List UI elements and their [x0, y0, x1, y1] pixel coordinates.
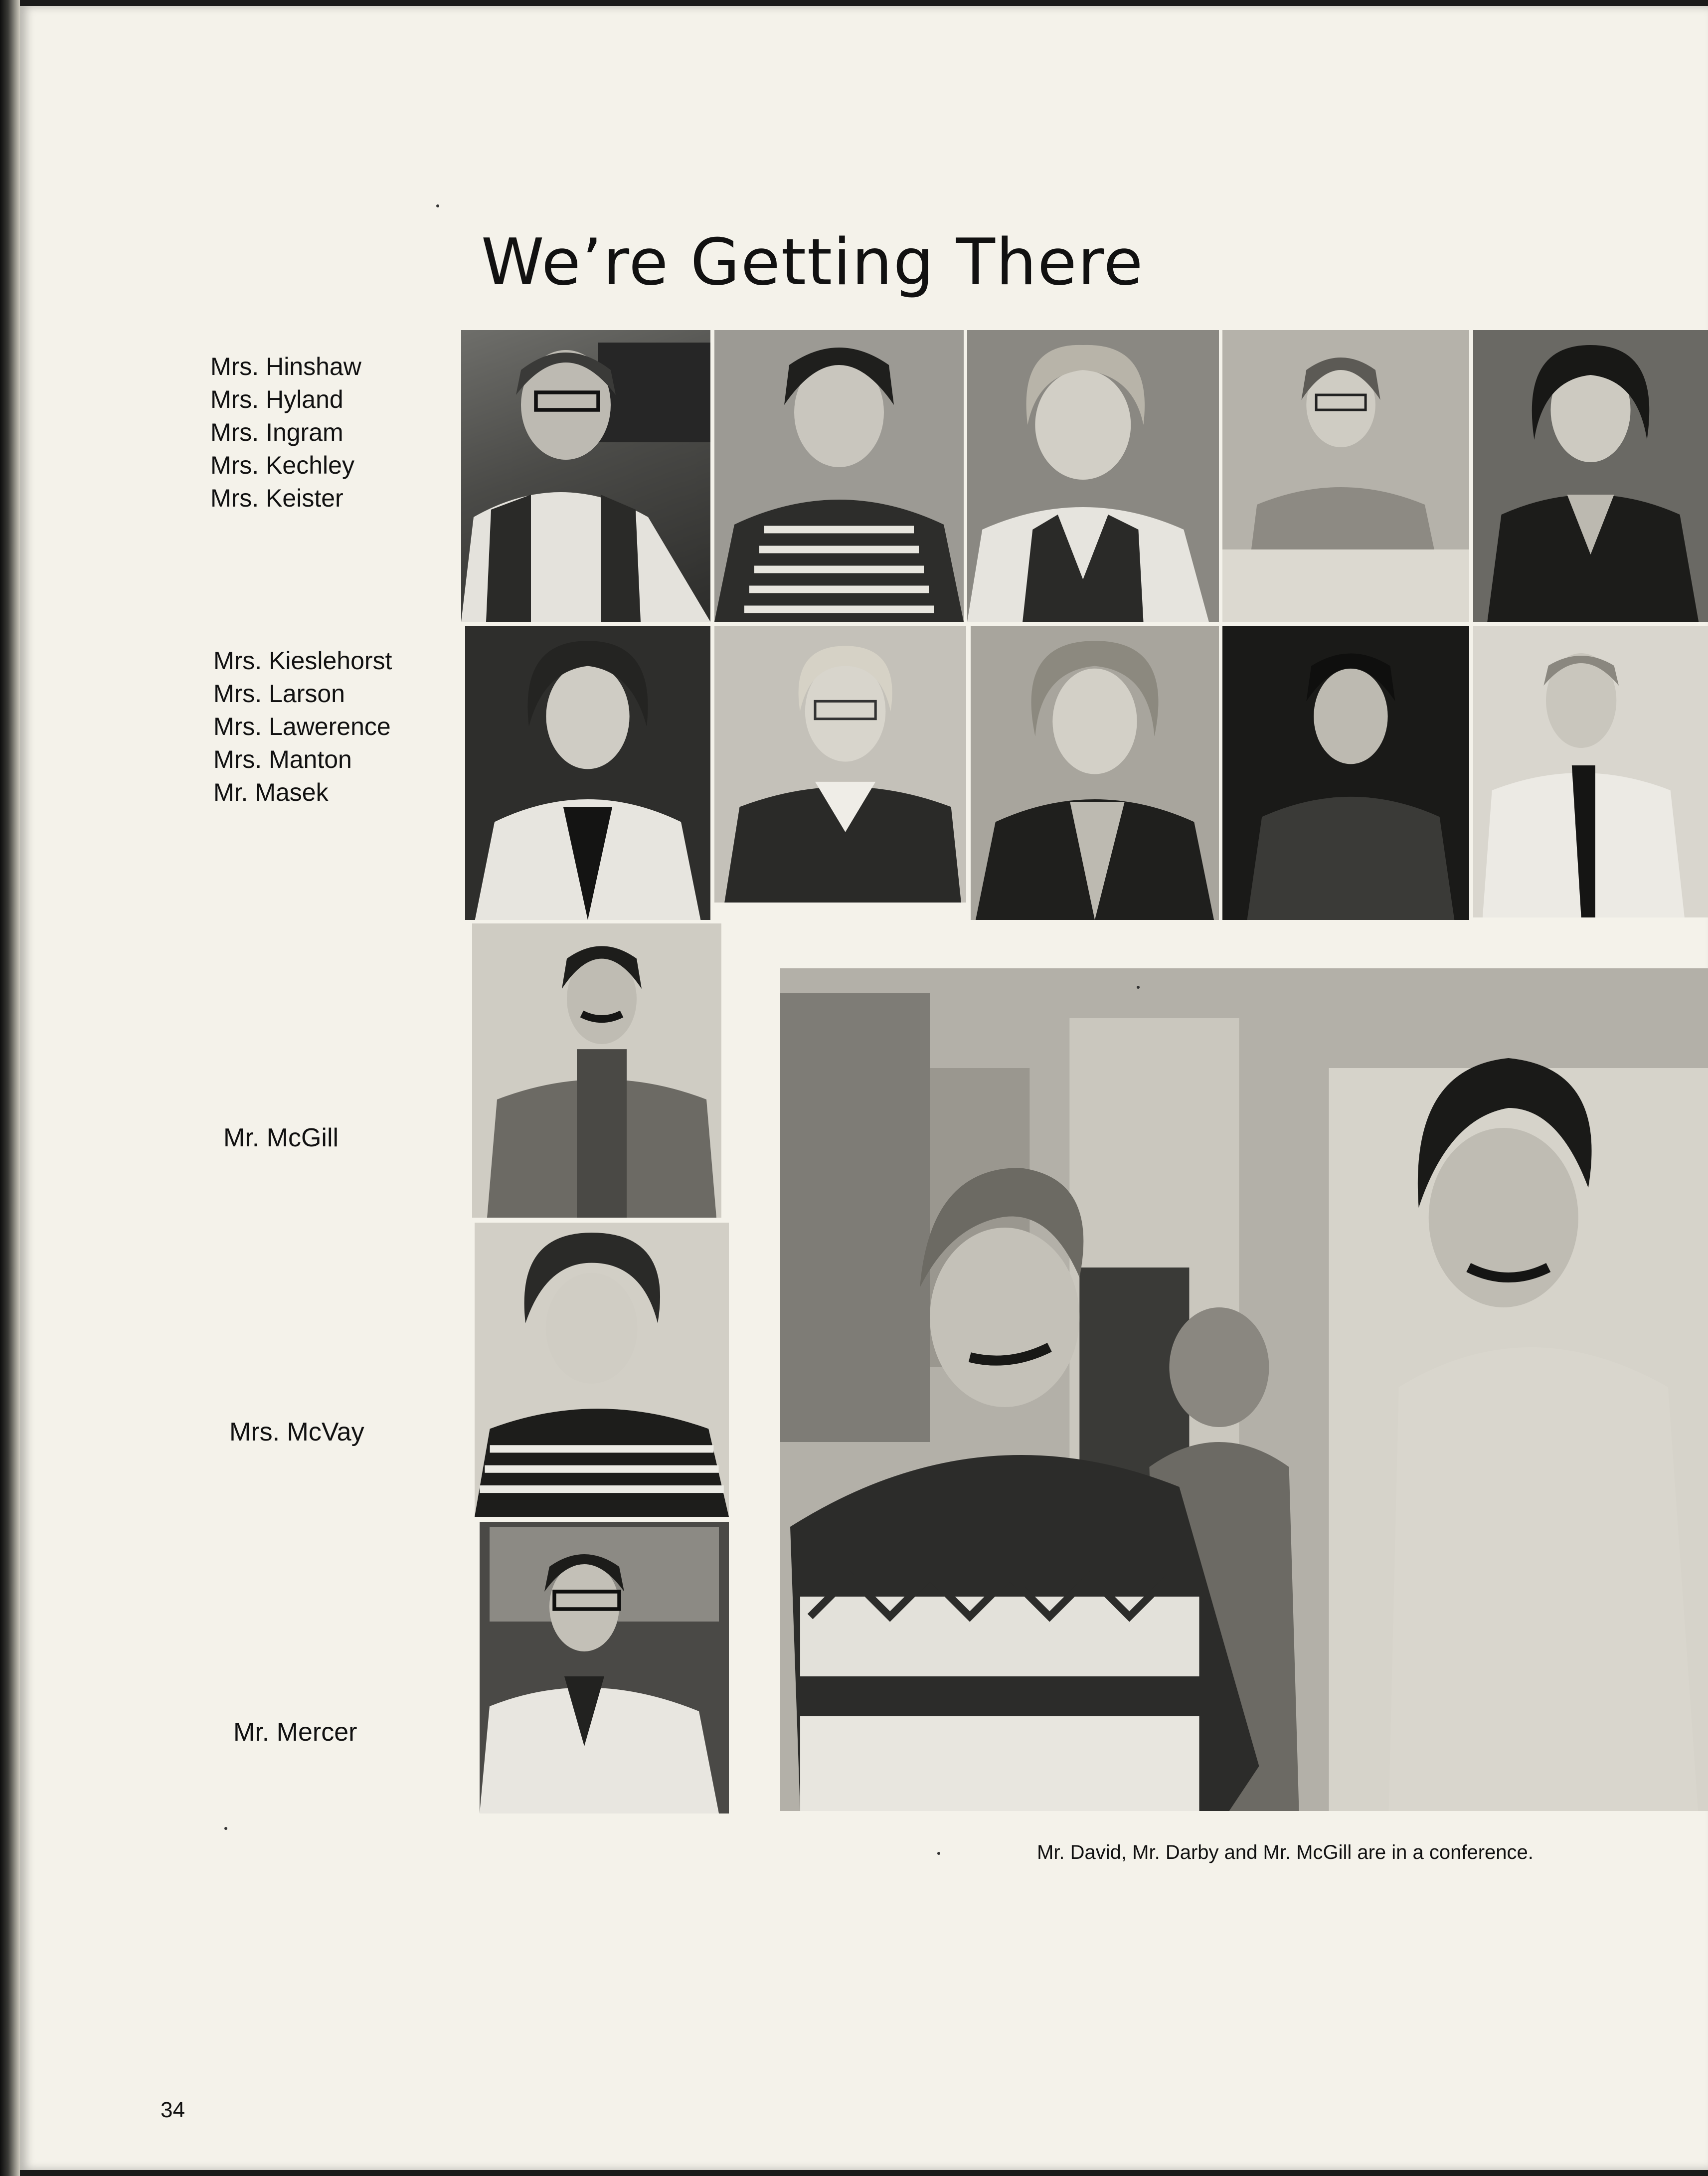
name-kechley: Mrs. Kechley — [210, 451, 354, 479]
portrait-kieslehorst — [465, 626, 710, 920]
name-mcgill: Mr. McGill — [223, 1123, 339, 1152]
print-speck — [1137, 986, 1140, 989]
name-masek: Mr. Masek — [213, 778, 329, 806]
book-spine — [0, 0, 20, 2176]
row2-name-list — [213, 644, 392, 809]
yearbook-page — [20, 6, 1708, 2170]
name-mercer: Mr. Mercer — [233, 1718, 357, 1747]
name-mcvay: Mrs. McVay — [229, 1418, 364, 1447]
name-ingram: Mrs. Ingram — [210, 418, 343, 446]
portrait-masek — [1473, 626, 1708, 917]
name-larson: Mrs. Larson — [213, 680, 345, 708]
portrait-ingram — [967, 330, 1219, 622]
print-speck — [436, 204, 439, 207]
name-manton: Mrs. Manton — [213, 745, 352, 773]
portrait-manton — [1222, 626, 1469, 920]
name-lawerence: Mrs. Lawerence — [213, 713, 391, 740]
portrait-kechley — [1222, 330, 1469, 622]
print-speck — [224, 1827, 227, 1830]
group-photo-conference — [780, 968, 1708, 1811]
page-title: We’re Getting There — [481, 225, 1144, 300]
print-speck — [937, 1852, 940, 1855]
name-kieslehorst: Mrs. Kieslehorst — [213, 647, 392, 675]
portrait-keister — [1473, 330, 1708, 622]
name-hinshaw: Mrs. Hinshaw — [210, 353, 361, 380]
portrait-mercer — [480, 1522, 729, 1813]
portrait-lawerence — [971, 626, 1219, 920]
portrait-hinshaw — [461, 330, 710, 622]
portrait-larson — [714, 626, 966, 903]
page-number: 34 — [161, 2098, 185, 2122]
name-hyland: Mrs. Hyland — [210, 385, 343, 413]
row1-name-list — [210, 350, 361, 515]
portrait-mcgill — [472, 923, 721, 1218]
portrait-hyland — [714, 330, 964, 622]
name-keister: Mrs. Keister — [210, 484, 343, 512]
portrait-mcvay — [475, 1223, 729, 1517]
photo-caption: Mr. David, Mr. Darby and Mr. McGill are in a conference. — [1037, 1841, 1534, 1863]
